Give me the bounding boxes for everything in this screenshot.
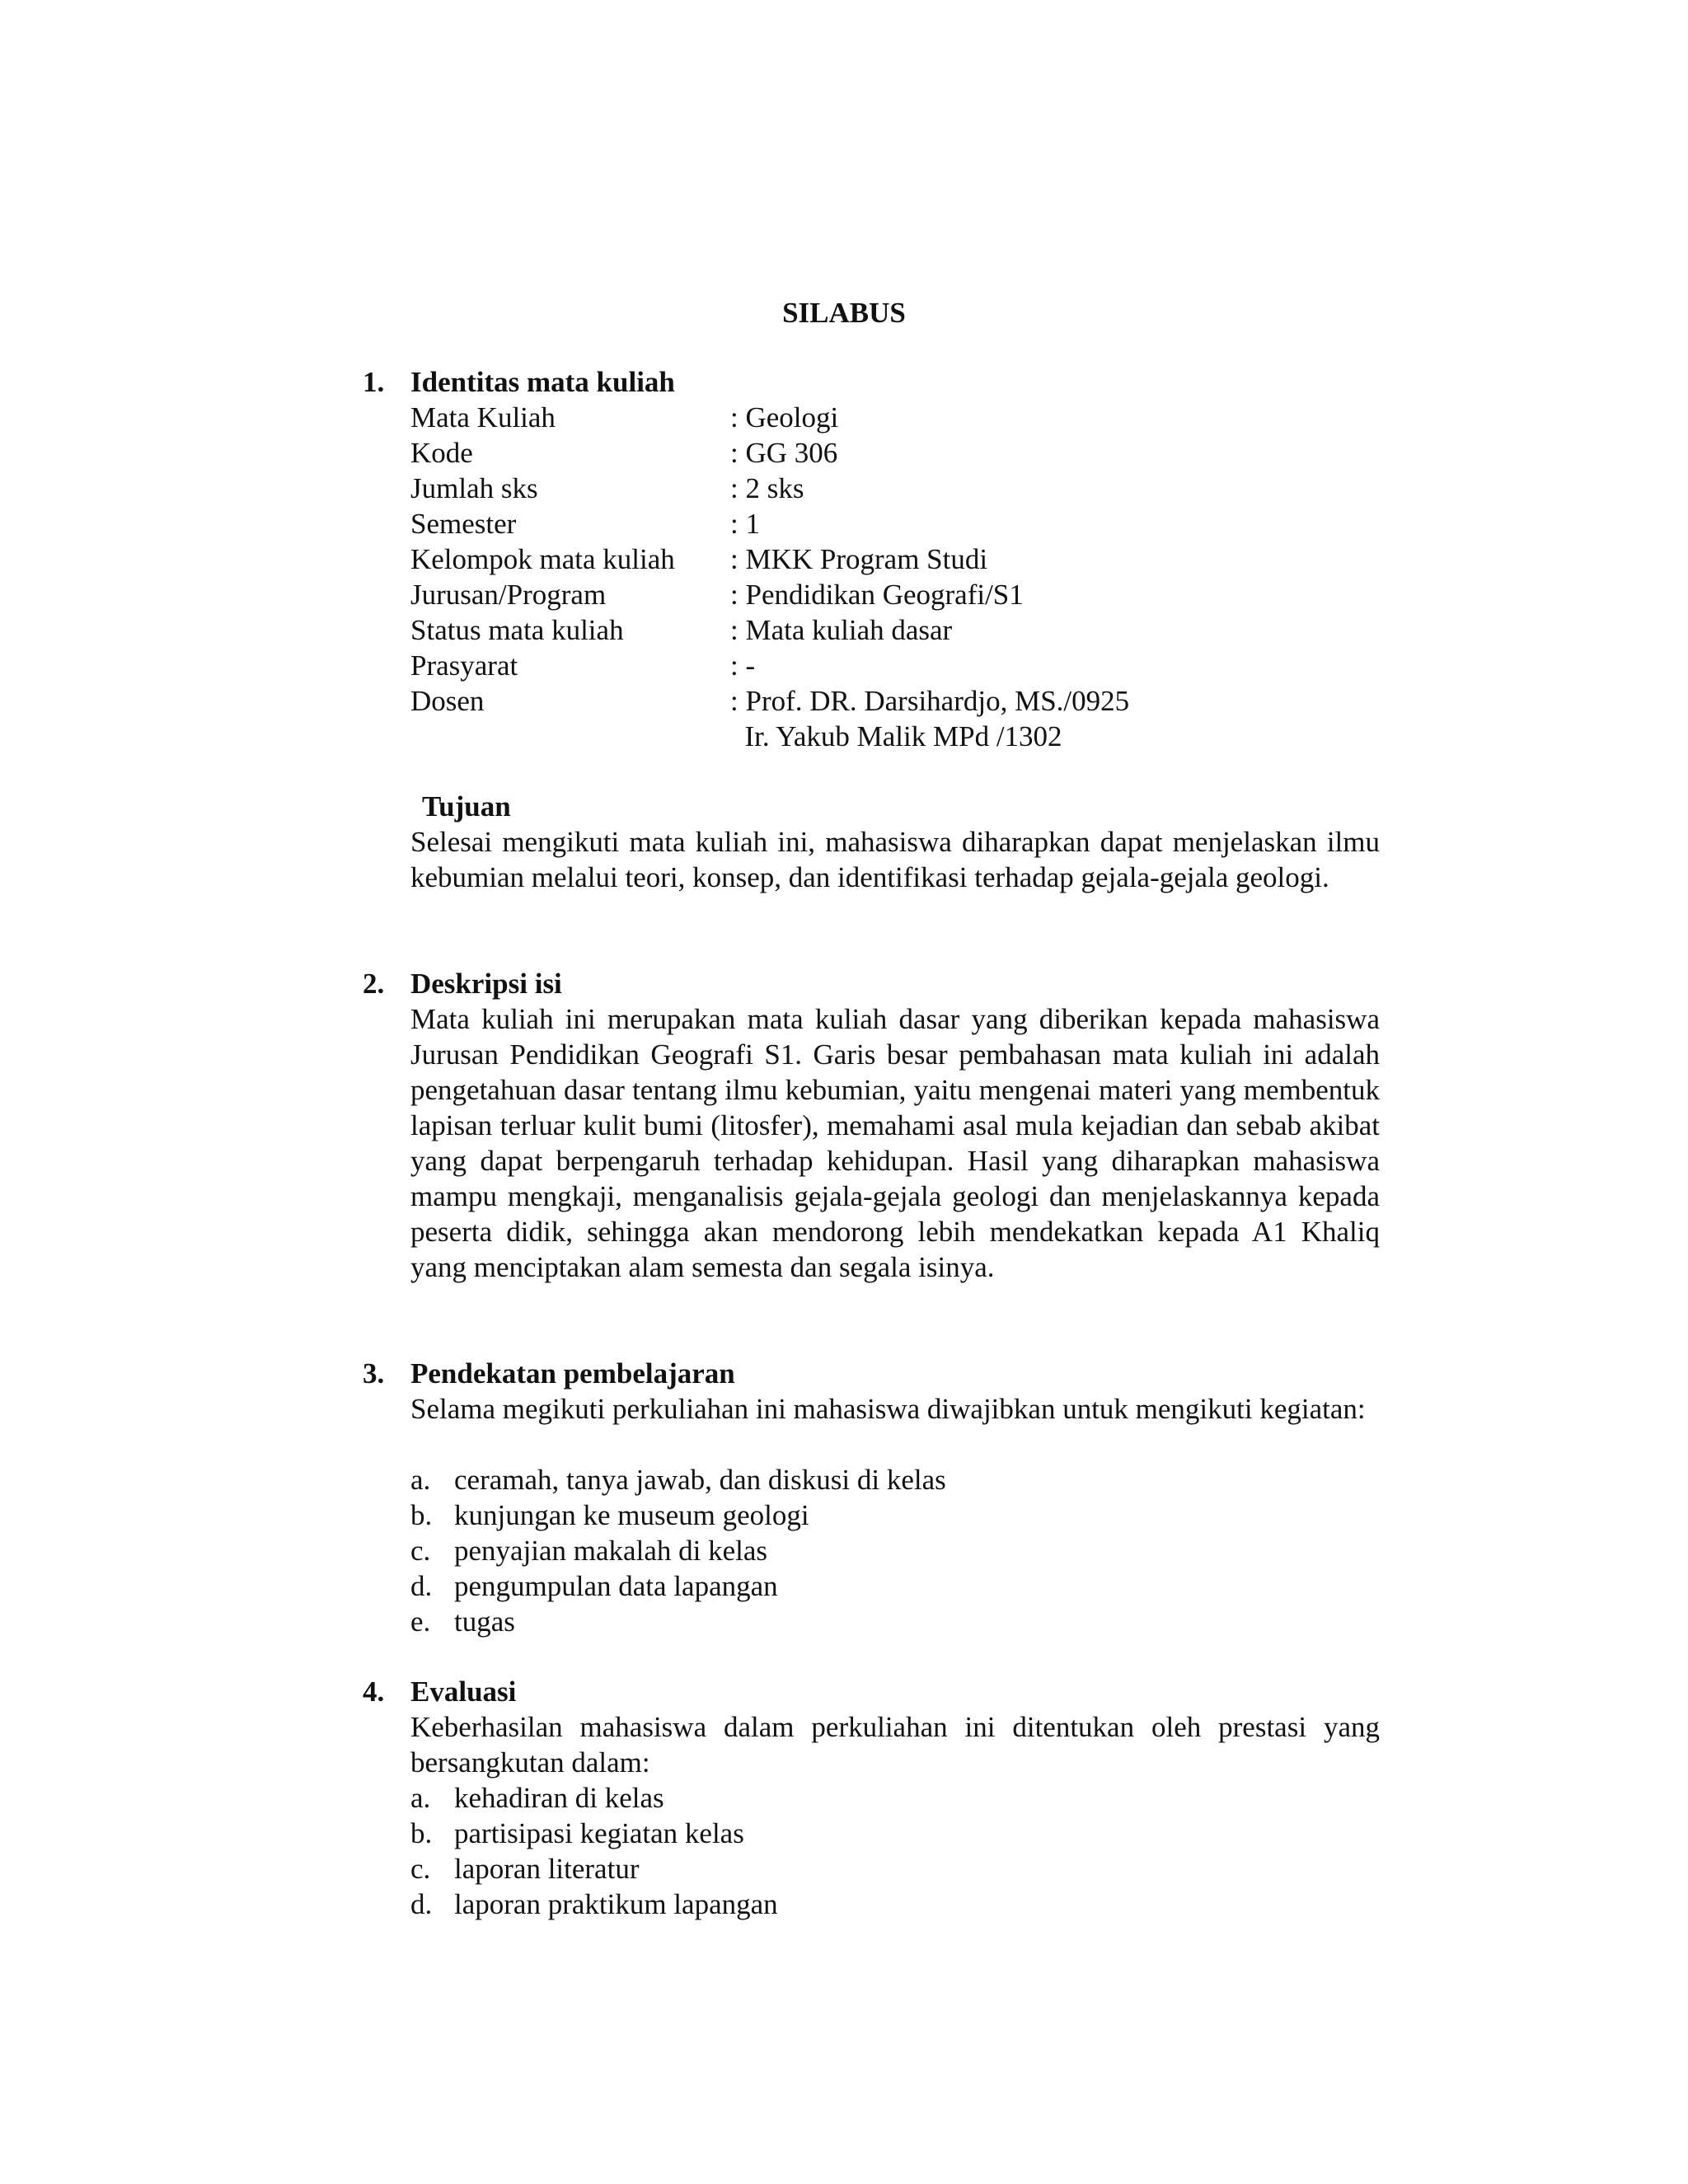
list-text: laporan praktikum lapangan bbox=[454, 1888, 778, 1920]
list-marker: c. bbox=[410, 1853, 431, 1885]
list-marker: e. bbox=[410, 1605, 431, 1638]
field-row-semester bbox=[410, 506, 1380, 541]
section-heading: Evaluasi bbox=[410, 1675, 517, 1708]
field-row-kelompok bbox=[410, 541, 1380, 577]
field-row-dosen bbox=[410, 683, 1380, 719]
field-row-jurusan bbox=[410, 577, 1380, 612]
field-value: : Pendidikan Geografi/S1 bbox=[730, 579, 1024, 611]
field-label: Kode bbox=[410, 437, 473, 469]
field-value: : GG 306 bbox=[730, 437, 838, 469]
field-value: Ir. Yakub Malik MPd /1302 bbox=[730, 720, 1062, 752]
list-text: ceramah, tanya jawab, dan diskusi di kelas bbox=[454, 1464, 946, 1496]
tujuan-paragraph: Selesai mengikuti mata kuliah ini, mahasiswa diharapkan dapat menjelaskan ilmu kebumian melalui teori, konsep, dan identifikasi terhadap gejala-gejala geologi. bbox=[410, 826, 1380, 893]
list-item bbox=[410, 1462, 1380, 1497]
deskripsi-paragraph: Mata kuliah ini merupakan mata kuliah dasar yang diberikan kepada mahasiswa Jurusan Pendidikan Geografi S1. Garis besar pembahasan mata kuliah ini adalah pengetahuan dasar tentang ilmu kebumian, yaitu mengenai materi yang membentuk lapisan terluar kulit bumi (litosfer), memahami asal mula kejadian dan sebab akibat yang dapat berpengaruh terhadap kehidupan. Hasil yang diharapkan mahasiswa mampu mengkaji, menganalisis gejala-gejala geologi dan menjelaskannya kepada peserta didik, sehingga akan mendorong lebih mendekatkan kepada A1 Khaliq yang menciptakan alam semesta dan segala isinya. bbox=[410, 1003, 1380, 1283]
section-number: 2. bbox=[363, 968, 385, 1000]
list-item bbox=[410, 1851, 1380, 1886]
section-number: 1. bbox=[363, 366, 385, 398]
list-item bbox=[410, 1604, 1380, 1639]
section-heading: Pendekatan pembelajaran bbox=[410, 1357, 735, 1390]
list-text: kehadiran di kelas bbox=[454, 1782, 664, 1814]
field-value: : MKK Program Studi bbox=[730, 543, 988, 575]
list-marker: d. bbox=[410, 1888, 433, 1920]
list-item bbox=[410, 1533, 1380, 1568]
evaluasi-list bbox=[410, 1780, 1380, 1922]
list-text: partisipasi kegiatan kelas bbox=[454, 1817, 744, 1849]
list-text: penyajian makalah di kelas bbox=[454, 1535, 767, 1567]
list-marker: b. bbox=[410, 1817, 433, 1849]
list-marker: b. bbox=[410, 1499, 433, 1531]
list-text: kunjungan ke museum geologi bbox=[454, 1499, 809, 1531]
field-label: Semester bbox=[410, 508, 517, 540]
list-marker: a. bbox=[410, 1782, 431, 1814]
section-heading: Tujuan bbox=[422, 790, 511, 823]
list-marker: a. bbox=[410, 1464, 431, 1496]
field-label: Jumlah sks bbox=[410, 472, 538, 504]
list-text: laporan literatur bbox=[454, 1853, 640, 1885]
field-row-jumlah-sks bbox=[410, 471, 1380, 506]
list-item bbox=[410, 1780, 1380, 1816]
list-text: tugas bbox=[454, 1605, 515, 1638]
document-title: SILABUS bbox=[782, 297, 906, 329]
field-label: Status mata kuliah bbox=[410, 614, 624, 646]
field-value: : Geologi bbox=[730, 401, 839, 434]
section-heading: Deskripsi isi bbox=[410, 968, 562, 1000]
list-text: pengumpulan data lapangan bbox=[454, 1570, 778, 1602]
section-heading: Identitas mata kuliah bbox=[410, 366, 675, 398]
section-number: 3. bbox=[363, 1357, 385, 1390]
section-number: 4. bbox=[363, 1675, 385, 1708]
field-value: : Prof. DR. Darsihardjo, MS./0925 bbox=[730, 685, 1130, 717]
field-value: : 1 bbox=[730, 508, 760, 540]
course-identity-fields bbox=[410, 400, 1380, 754]
evaluasi-paragraph: Keberhasilan mahasiswa dalam perkuliahan ini ditentukan oleh prestasi yang bersangkutan dalam: bbox=[410, 1711, 1380, 1779]
field-row-mata-kuliah bbox=[410, 400, 1380, 435]
field-label: Jurusan/Program bbox=[410, 579, 607, 611]
field-value: : - bbox=[730, 649, 756, 682]
list-item bbox=[410, 1497, 1380, 1533]
field-row-dosen-2 bbox=[410, 719, 1380, 754]
field-value: : Mata kuliah dasar bbox=[730, 614, 953, 646]
list-item bbox=[410, 1816, 1380, 1851]
list-marker: d. bbox=[410, 1570, 433, 1602]
field-value: : 2 sks bbox=[730, 472, 804, 504]
field-row-prasyarat bbox=[410, 648, 1380, 683]
list-item bbox=[410, 1886, 1380, 1922]
pendekatan-list bbox=[410, 1462, 1380, 1639]
field-label: Dosen bbox=[410, 685, 485, 717]
field-label: Mata Kuliah bbox=[410, 401, 556, 434]
list-item bbox=[410, 1568, 1380, 1604]
pendekatan-paragraph: Selama megikuti perkuliahan ini mahasiswa diwajibkan untuk mengikuti kegiatan: bbox=[410, 1393, 1366, 1425]
field-row-status bbox=[410, 612, 1380, 648]
field-label: Kelompok mata kuliah bbox=[410, 543, 675, 575]
list-marker: c. bbox=[410, 1535, 431, 1567]
field-row-kode bbox=[410, 435, 1380, 471]
field-label: Prasyarat bbox=[410, 649, 518, 682]
